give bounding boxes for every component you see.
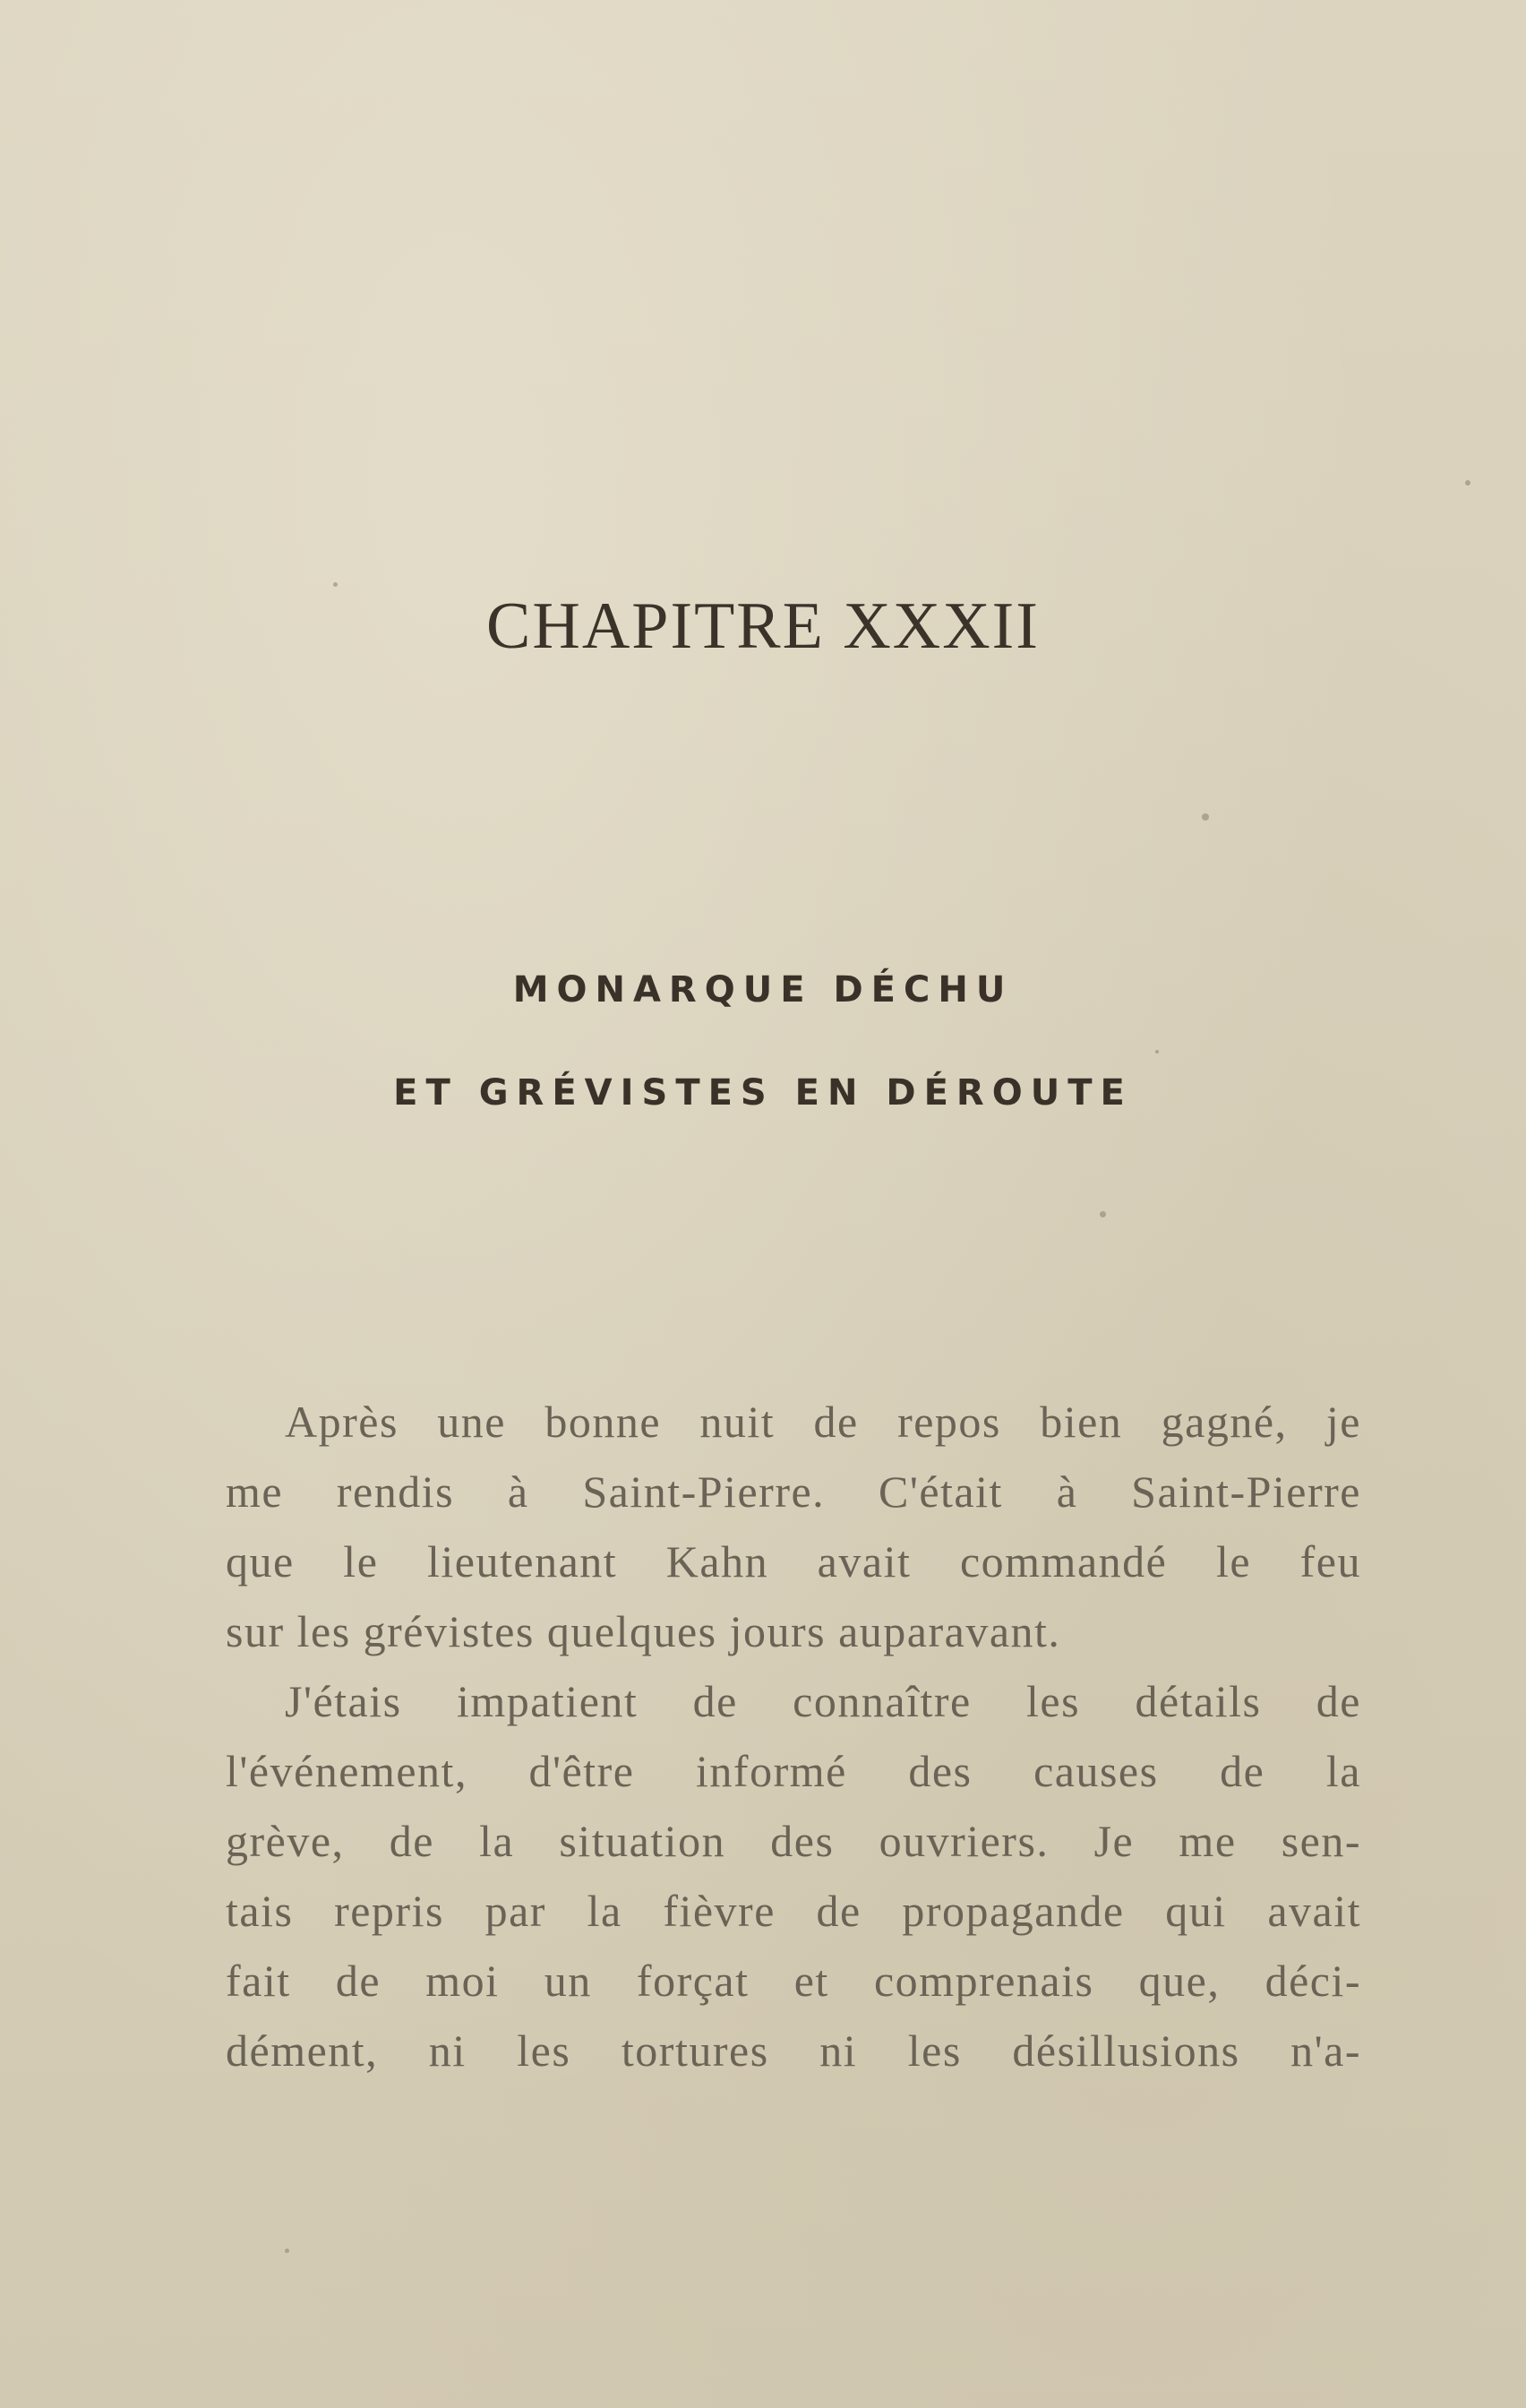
text-line: grève, de la situation des ouvriers. Je me sen- — [226, 1816, 1361, 1866]
paper-speck — [1155, 1050, 1159, 1054]
paper-speck — [1100, 1211, 1106, 1217]
paper-speck — [285, 2249, 289, 2253]
text-line: Après une bonne nuit de repos bien gagné, je — [285, 1397, 1361, 1447]
text-line: tais repris par la fièvre de propagande qui avait — [226, 1886, 1361, 1936]
body-paragraphs — [226, 1387, 1361, 2086]
text-line: dément, ni les tortures ni les désillusions n'a- — [226, 2025, 1361, 2076]
paper-speck — [1465, 480, 1470, 486]
text-line: J'étais impatient de connaître les détails de — [285, 1676, 1361, 1726]
chapter-subtitle-line-1: MONARQUE DÉCHU — [512, 969, 1014, 1010]
text-line: sur les grévistes quelques jours auparavant. — [226, 1606, 1061, 1656]
chapter-title: CHAPITRE XXXII — [486, 589, 1040, 663]
text-line: me rendis à Saint-Pierre. C'était à Saint-Pierre — [226, 1466, 1361, 1517]
text-line: que le lieutenant Kahn avait commandé le feu — [226, 1536, 1361, 1587]
paper-speck — [1202, 813, 1209, 821]
text-line: l'événement, d'être informé des causes de la — [226, 1746, 1361, 1796]
chapter-subtitle-line-2: ET GRÉVISTES EN DÉROUTE — [393, 1072, 1133, 1114]
text-line: fait de moi un forçat et comprenais que, déci- — [226, 1956, 1361, 2006]
paper-speck — [333, 582, 338, 587]
